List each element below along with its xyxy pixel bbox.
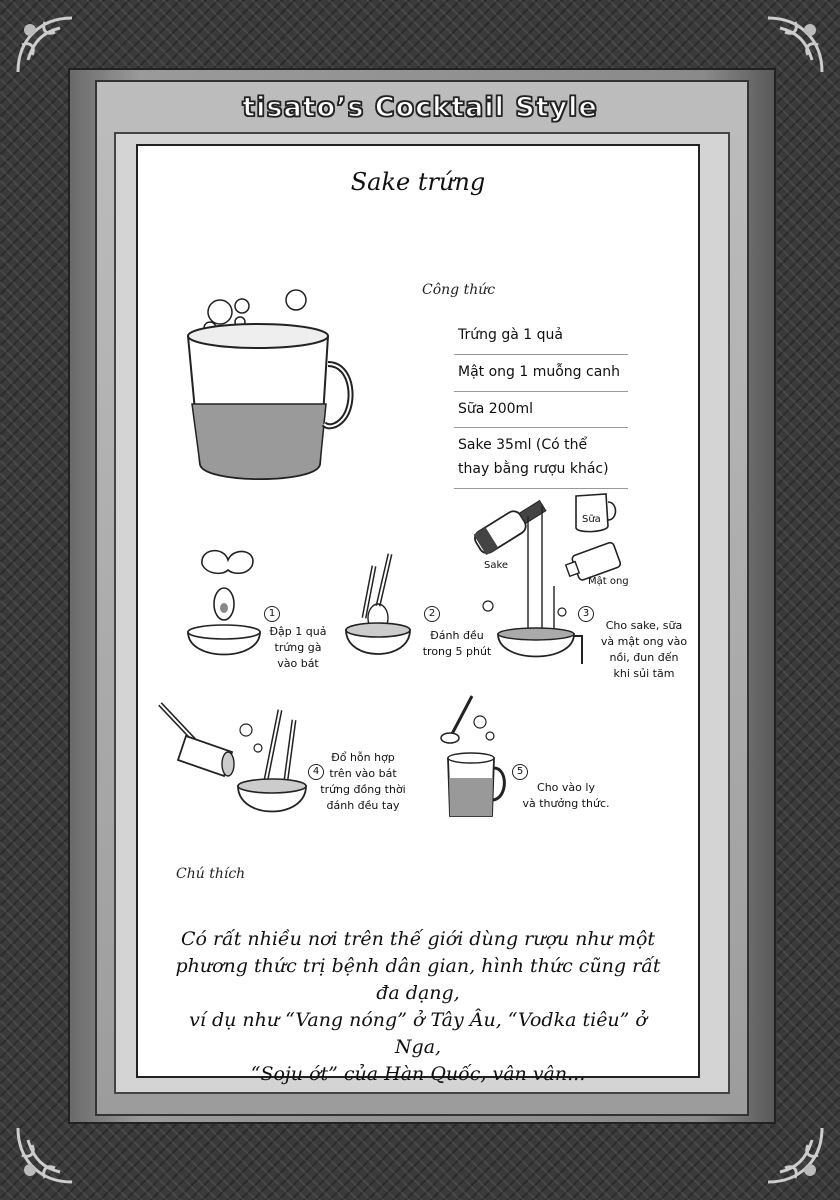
step-1-illustration bbox=[182, 544, 262, 668]
note-text: Có rất nhiều nơi trên thế giới dùng rượu như một phương thức trị bệnh dân gian, hình thức cũng rất đa dạng, ví dụ như “Vang nóng” ở Tây Âu, “Vodka tiêu” ở Nga, “Soju ớt” của Hàn Quốc, vân vân... bbox=[175, 928, 661, 1085]
sake-bottle-label: Sake bbox=[484, 560, 509, 571]
step-3-text: Cho sake, sữa và mật ong vào nồi, đun đến khi sủi tăm bbox=[600, 619, 688, 680]
recipe-title: Sake trứng bbox=[350, 168, 486, 196]
mug-illustration bbox=[178, 294, 358, 494]
step-2-illustration bbox=[344, 546, 414, 670]
ingredient-row bbox=[454, 428, 628, 489]
ingredient-row bbox=[454, 355, 628, 392]
ingredients-label: Công thức bbox=[422, 282, 496, 298]
note-label: Chú thích bbox=[176, 866, 246, 882]
page-title: tisato’s Cocktail Style bbox=[242, 91, 598, 123]
corner-ornament-icon bbox=[760, 1120, 830, 1190]
step-2-text: Đánh đều trong 5 phút bbox=[422, 629, 492, 658]
ingredient-text: Sữa 200ml bbox=[458, 400, 534, 417]
recipe-card bbox=[136, 144, 700, 1085]
honey-bottle-label: Mật ong bbox=[588, 576, 629, 587]
step-1-number: 1 bbox=[264, 606, 280, 622]
ingredient-row bbox=[454, 392, 628, 429]
corner-ornament-icon bbox=[10, 1120, 80, 1190]
ingredient-row bbox=[454, 318, 628, 355]
ingredients-list bbox=[454, 318, 628, 489]
milk-carton-label: Sữa bbox=[582, 514, 601, 525]
step-3-number: 3 bbox=[578, 606, 594, 622]
step-5-number: 5 bbox=[512, 764, 528, 780]
step-4-number: 4 bbox=[308, 764, 324, 780]
ingredient-text: Trứng gà 1 quả bbox=[458, 327, 563, 343]
ingredient-text: Sake 35ml (Có thể bbox=[458, 437, 588, 454]
ingredient-text: thay bằng rượu khác) bbox=[458, 461, 609, 478]
step-4-text: Đổ hỗn hợp trên vào bát trứng đồng thời đánh đều tay bbox=[320, 751, 406, 812]
step-1-text: Đập 1 quả trứng gà vào bát bbox=[269, 625, 327, 670]
step-5-text: Cho vào ly và thưởng thức. bbox=[522, 781, 610, 810]
step-4-illustration bbox=[154, 696, 314, 826]
step-2-number: 2 bbox=[424, 606, 440, 622]
ingredient-text: Mật ong 1 muỗng canh bbox=[458, 363, 621, 380]
header-band bbox=[98, 84, 742, 130]
step-5-illustration bbox=[438, 690, 514, 822]
